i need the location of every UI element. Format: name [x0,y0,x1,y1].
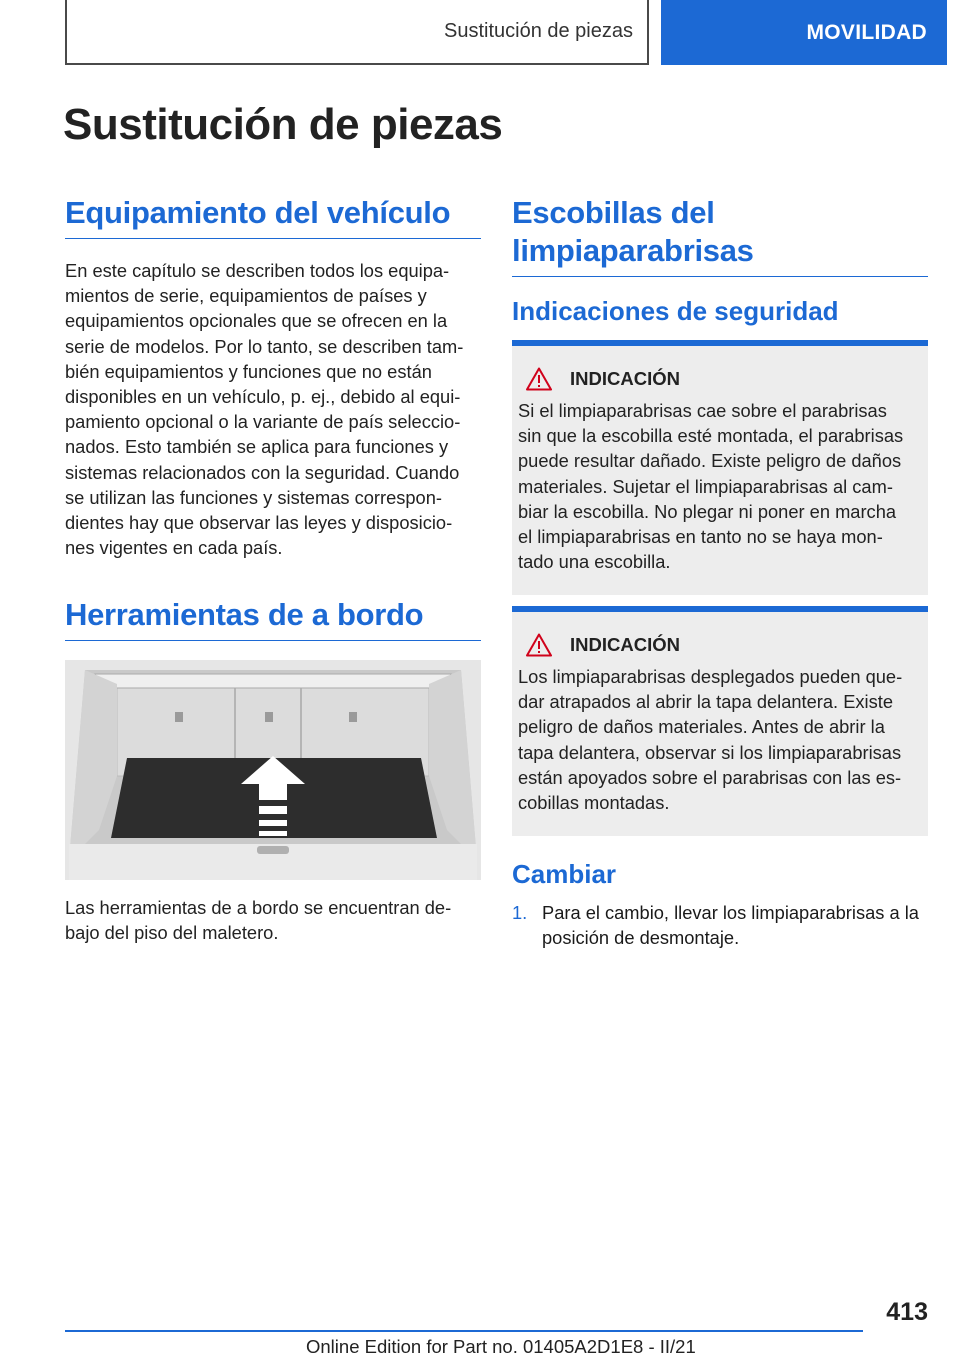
text-line: disponibles en un vehículo, p. ej., debido al equi- [65,386,461,408]
text-line: Si el limpiaparabrisas cae sobre el parabrisas [518,400,887,421]
text-line: bajo del piso del maletero. [65,922,279,944]
header-section-title: Sustitución de piezas [443,20,633,42]
onboard-tools-paragraph [65,895,481,945]
page-number: 413 [886,1298,928,1326]
text-line: serie de modelos. Por lo tanto, se describen tam- [65,335,464,357]
step-text [542,900,919,950]
text-line: mientos de serie, equipamientos de países y [65,285,427,307]
text-line: materiales. Sujetar el limpiaparabrisas al cam- [518,475,893,497]
step-item [512,900,928,950]
warning-triangle-icon [526,633,552,657]
notice-box [512,340,928,595]
text-line: cobillas montadas. [518,792,670,814]
header-chapter-tab [661,0,947,65]
wiper-heading-line: limpiaparabrisas [512,233,754,268]
text-line: Los limpiaparabrisas desplegados pueden que- [518,666,903,687]
warning-triangle-icon [526,367,552,391]
text-line: En este capítulo se describen todos los equipa- [65,260,450,281]
text-line: se utilizan las funciones y sistemas correspon- [65,486,442,508]
wiper-blades-heading [512,194,928,277]
text-line: nados. Esto también se aplica para funciones y [65,436,449,458]
text-line: sin que la escobilla esté montada, el parabrisas [518,425,904,447]
header-chapter-title: MOVILIDAD [806,20,927,44]
footer-divider [65,1330,863,1332]
text-line: puede resultar dañado. Existe peligro de daños [518,450,902,472]
step-number: 1. [512,902,528,923]
equipment-paragraph [65,258,481,560]
text-line: equipamientos opcionales que se ofrecen en la [65,310,448,332]
text-line: nes vigentes en cada país. [65,537,283,559]
header-section-tab [65,0,649,65]
notice-label: INDICACIÓN [570,634,680,655]
footer-edition: Online Edition for Part no. 01405A2D1E8 - II/21 [306,1336,696,1357]
text-line: el limpiaparabrisas en tanto no se haya mon- [518,526,883,548]
text-line: sistemas relacionados con la seguridad. Cuando [65,461,460,483]
change-heading: Cambiar [512,859,617,889]
trunk-floor-image [65,660,481,880]
notice-header [518,366,920,392]
onboard-tools-heading: Herramientas de a bordo [65,596,481,641]
text-line: peligro de daños materiales. Antes de abrir la [518,716,885,738]
text-line: bién equipamientos y funciones que no están [65,360,432,382]
text-line: biar la escobilla. No plegar ni poner en marcha [518,500,897,522]
notice-header [518,632,920,658]
text-line: posición de desmontaje. [542,927,740,949]
notice-text [518,664,920,815]
page-title: Sustitución de piezas [63,100,503,149]
safety-notes-heading: Indicaciones de seguridad [512,296,839,326]
text-line: dar atrapados al abrir la tapa delantera. Existe [518,691,893,713]
text-line: dientes hay que observar las leyes y disposicio- [65,512,453,534]
text-line: Para el cambio, llevar los limpiaparabrisas a la [542,902,919,923]
text-line: están apoyados sobre el parabrisas con las es- [518,766,902,788]
notice-label: INDICACIÓN [570,368,680,389]
text-line: pamiento opcional o la variante de país seleccio- [65,411,461,433]
equipment-heading: Equipamiento del vehículo [65,194,481,239]
text-line: Las herramientas de a bordo se encuentran de- [65,897,452,918]
notice-text [518,398,920,574]
text-line: tapa delantera, observar si los limpiaparabrisas [518,741,902,763]
trunk-illustration [65,660,481,880]
text-line: tado una escobilla. [518,551,671,573]
notice-box [512,606,928,836]
wiper-heading-line: Escobillas del [512,195,715,230]
